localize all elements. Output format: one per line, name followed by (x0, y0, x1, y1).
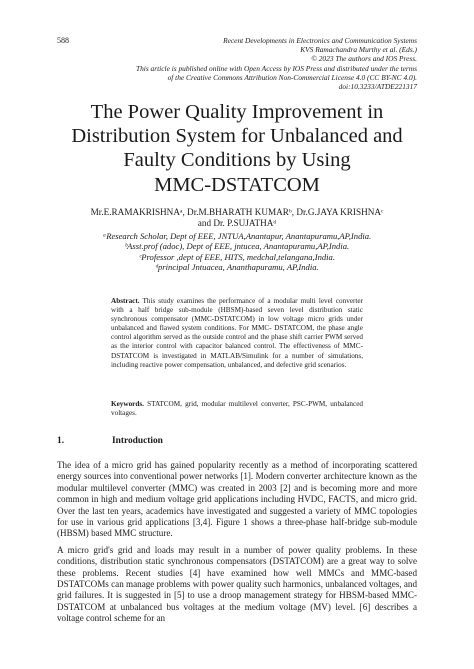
keywords (111, 400, 363, 418)
header-line: This article is published online with Open Access by IOS Press and distributed under the terms (135, 63, 417, 73)
keywords-text: STATCOM, grid, modular multilevel converter, PSC-PWM, unbalanced voltages. (111, 400, 363, 418)
affiliation-b: ᵇAsst.prof (adoc), Dept of EEE, jntucea, Anantapuramu,AP,India. (124, 241, 350, 252)
affiliations (40, 231, 434, 273)
section-title: Introduction (112, 436, 163, 446)
header-line: KVS Ramachandra Murthy et al. (Eds.) (300, 45, 417, 55)
title-line: The Power Quality Improvement in (90, 101, 384, 123)
keywords-label: Keywords. (111, 400, 144, 408)
author-list (40, 207, 434, 229)
header-line: © 2023 The authors and IOS Press. (311, 54, 417, 64)
paragraph: A micro grid's grid and loads may result in a number of power quality problems. In these conditions, distribution static synchronous compensators (DSTATCOM) are a great way to solve these problems. Recent studies [4] have examined how well MMCs and MMC-based DSTATCOMs can manage problems with power quality such harmonics, unbalanced voltages, and grid failures. It is suggested in [5] to use a droop management strategy for HBSM-based MMC-DSTATCOM at unbalanced bus voltages at the medium voltage (MV) level. [6] describes a voltage control scheme for an (57, 544, 417, 624)
abstract-text: This study examines the performance of a modular multi level converter with a half bridge sub-module (HBSM)-based seven level distribution static synchronous compensator (MMC-DSTATCOM) in low voltage micro grids under unbalanced and flawed system conditions. For MMC- DSTATCOM, the phase angle control algorithm served as the outside control and the phase shift carrier PWM served as the interior control with capacitor balanced control. The effectiveness of MMC-DSTATCOM is investigated in MATLAB/Simulink for a number of simulations, including reactive power compensation, unbalanced, and defective grid scenarios. (111, 297, 363, 369)
header-line: of the Creative Commons Attribution Non-Commercial License 4.0 (CC BY-NC 4.0). (167, 72, 417, 82)
affiliation-a: ᵃResearch Scholar, Dept of EEE, JNTUA,Anantapur, Anantapuramu,AP,India. (102, 231, 372, 241)
title-line: MMC-DSTATCOM (154, 173, 320, 196)
header-line: Recent Developments in Electronics and Communication Systems (223, 36, 417, 45)
paragraph: The idea of a micro grid has gained popularity recently as a method of incorporating scattered energy sources into conventional power networks [1]. Modern converter architecture known as the modular multilevel converter (MMC) was created in 2003 [2] and is becoming more and more common in high and medium voltage grid applications including HVDC, FACTS, and micro grid. Over the last ten years, academics have investigated and suggested a variety of MMC topologies for use in various grid applications [3,4]. Figure 1 shows a three-phase half-bridge sub-module (HBSM) based MMC structure. (57, 460, 417, 539)
affiliation-d: ᵈprincipal Jntuacea, Ananthapuramu, AP,India. (155, 262, 319, 273)
title-line: Distribution System for Unbalanced and (71, 125, 403, 148)
section-heading (57, 436, 163, 446)
title-line: Faulty Conditions by Using (123, 149, 351, 172)
paper-title (40, 100, 434, 197)
abstract-label: Abstract. (111, 297, 140, 305)
abstract (111, 297, 363, 370)
publication-header (87, 36, 417, 91)
doi-line: doi:10.3233/ATDE221317 (338, 82, 417, 92)
affiliation-c: ᶜProfessor ,dept of EEE, HITS, medchal,telangana,India. (139, 251, 335, 262)
body-text (57, 460, 417, 630)
section-number: 1. (57, 436, 65, 446)
author-line: Mr.E.RAMAKRISHNAᵃ, Dr.M.BHARATH KUMARᵇ, Dr.G.JAYA KRISHNAᶜ (90, 207, 384, 217)
page-number: 588 (57, 36, 69, 45)
author-line: and Dr. P.SUJATHAᵈ (197, 218, 277, 228)
